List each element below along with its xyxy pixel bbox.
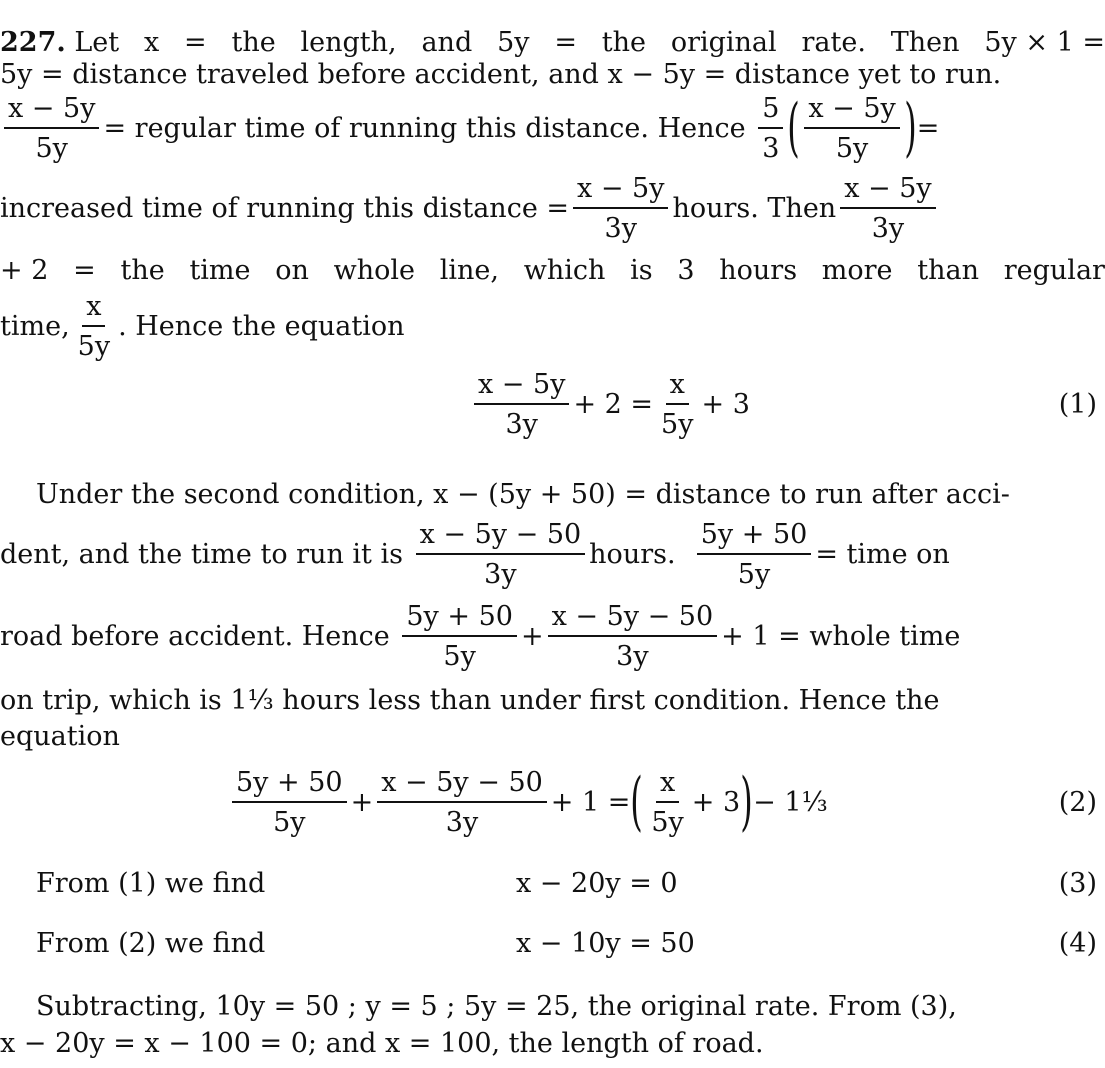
text-line-5: + 2 = the time on whole line, which is 3 hours more than regular — [0, 254, 1105, 286]
text-line-10: on trip, which is 1⅓ hours less than under first condition. Hence the — [0, 684, 940, 716]
text-line-12: Subtracting, 10y = 50 ; y = 5 ; 5y = 25, the original rate. From (3), — [36, 990, 957, 1022]
right-paren: ) — [904, 91, 917, 165]
fraction: $\frac{x - 5y}{5y}$ — [804, 95, 899, 162]
equation-number: (2) — [1058, 786, 1097, 818]
equation-2: $\frac{5y + 50}{5y}$ + $\frac{x - 5y - 50}{3y}$ + 1 = ( $\frac{x}{5y}$ + 3 ) − 1⅓ (2) — [0, 754, 1105, 850]
fraction: $\frac{x - 5y}{3y}$ — [573, 175, 668, 242]
right-paren: ) — [740, 765, 753, 839]
fraction: $\frac{x - 5y}{3y}$ — [840, 175, 935, 242]
left-paren: ( — [630, 765, 644, 839]
text-line-7: Under the second condition, x − (5y + 50) = distance to run after acci- — [36, 478, 1010, 510]
problem-number: 227. — [0, 26, 66, 58]
text-line-13: x − 20y = x − 100 = 0; and x = 100, the length of road. — [0, 1027, 764, 1059]
text-line-11: equation — [0, 720, 120, 752]
text-line-2: 5y = distance traveled before accident, and x − 5y = distance yet to run. — [0, 58, 1002, 90]
equation-1: $\frac{x - 5y}{3y}$ + 2 = $\frac{x}{5y}$ + 3 (1) — [0, 356, 1105, 452]
derived-equation-3: From (1) we find x − 20y = 0 (3) — [36, 867, 1097, 899]
equation-number: (1) — [1058, 388, 1097, 420]
text-line-3: $\frac{x - 5y}{5y}$ = regular time of running this distance. Hence $\frac{5}{3}$ ( $\frac{x - 5y}{5y}$ ) = — [0, 88, 1105, 168]
fraction: $\frac{x - 5y}{5y}$ — [4, 95, 99, 162]
text-line-8: dent, and the time to run it is $\frac{x - 5y - 50}{3y}$ hours. $\frac{5y + 50}{5y}$ = time on — [0, 518, 950, 590]
text-line-9: road before accident. Hence $\frac{5y + 50}{5y}$ + $\frac{x - 5y - 50}{3y}$ + 1 = whole time — [0, 600, 961, 672]
text-line-4: increased time of running this distance = $\frac{x - 5y}{3y}$ hours. Then $\frac{x - 5y}{3y}$ — [0, 168, 1105, 248]
fraction: $\frac{x}{5y}$ — [77, 290, 111, 362]
derived-equation-4: From (2) we find x − 10y = 50 (4) — [36, 927, 1097, 959]
text-line-6: time, $\frac{x}{5y}$ . Hence the equation — [0, 290, 405, 362]
fraction: $\frac{5}{3}$ — [758, 95, 783, 162]
left-paren: ( — [787, 91, 801, 165]
text-line-1: 227. Let x = the length, and 5y = the original rate. Then 5y × 1 = — [0, 26, 1105, 58]
